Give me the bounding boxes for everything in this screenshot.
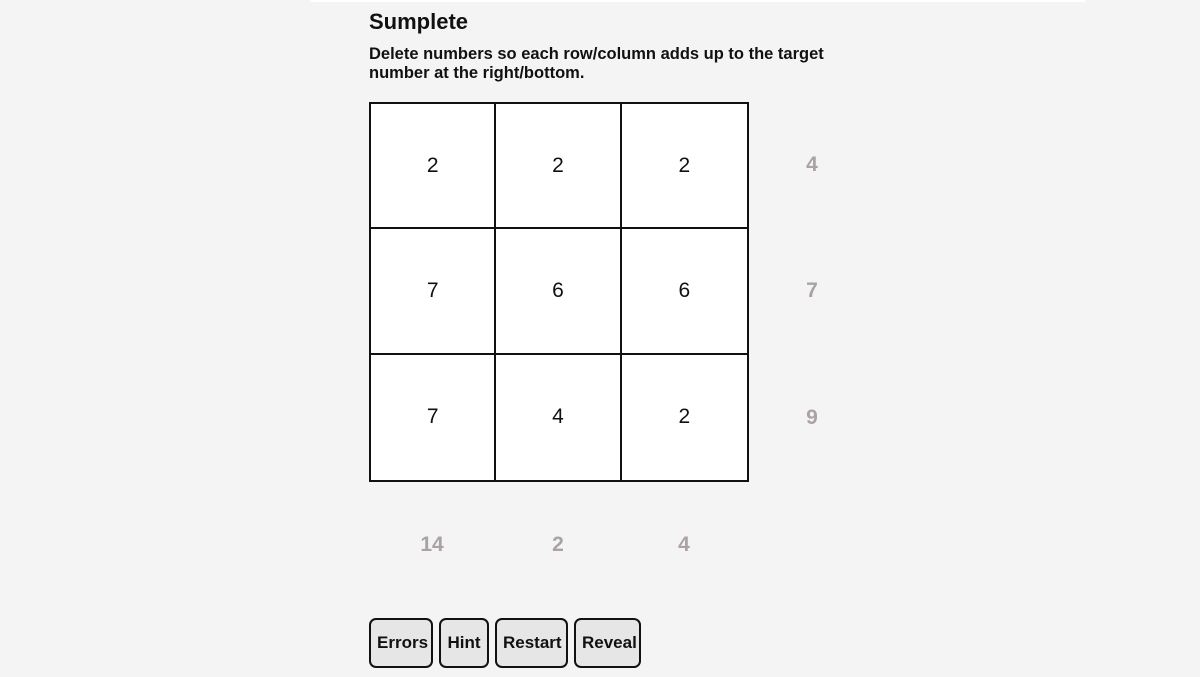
column-target-0: 14 — [420, 533, 444, 556]
puzzle-grid — [369, 102, 749, 482]
hint-button[interactable]: Hint — [439, 618, 489, 668]
row-target-2: 9 — [806, 406, 818, 429]
game-title: Sumplete — [369, 9, 469, 34]
column-target-2: 4 — [678, 533, 690, 556]
control-buttons — [369, 618, 641, 668]
grid-cell-r0-c2[interactable]: 2 — [622, 104, 747, 229]
row-target-1: 7 — [806, 279, 818, 302]
grid-cell-r2-c2[interactable]: 2 — [622, 355, 747, 480]
instructions: Delete numbers so each row/column adds up to the target number at the right/bottom. — [369, 45, 824, 82]
grid-cell-r0-c0[interactable]: 2 — [371, 104, 496, 229]
column-target-1: 2 — [552, 533, 564, 556]
restart-button[interactable]: Restart — [495, 618, 568, 668]
grid-cell-r2-c1[interactable]: 4 — [496, 355, 621, 480]
top-bar — [310, 0, 1085, 2]
grid-cell-r1-c2[interactable]: 6 — [622, 229, 747, 354]
grid-cell-r0-c1[interactable]: 2 — [496, 104, 621, 229]
errors-button[interactable]: Errors — [369, 618, 433, 668]
row-target-0: 4 — [806, 153, 818, 176]
grid-cell-r2-c0[interactable]: 7 — [371, 355, 496, 480]
grid-cell-r1-c1[interactable]: 6 — [496, 229, 621, 354]
reveal-button[interactable]: Reveal — [574, 618, 641, 668]
grid-cell-r1-c0[interactable]: 7 — [371, 229, 496, 354]
